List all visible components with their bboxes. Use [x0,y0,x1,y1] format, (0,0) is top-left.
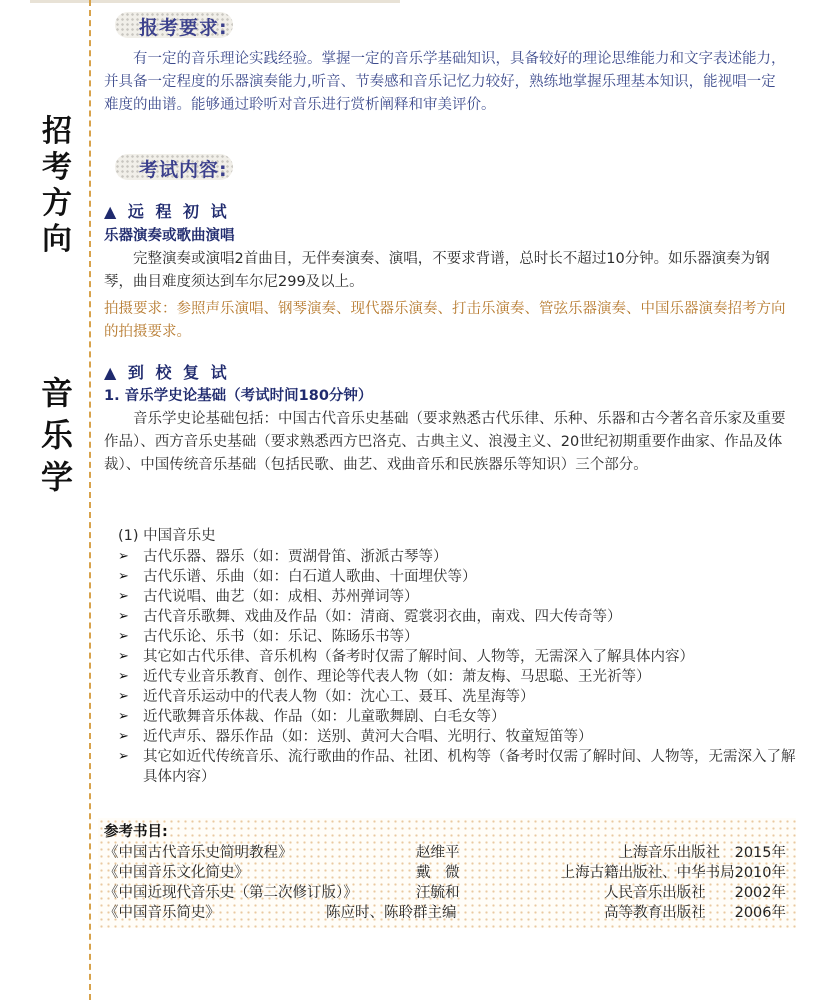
ref-book: 《中国近现代音乐史（第二次修订版）》 [104,885,358,901]
content-title: 考试内容: [139,159,228,181]
list-item: ➢ 近代歌舞音乐体裁、作品（如：儿童歌舞剧、白毛女等） [118,709,506,725]
ref-author: 赵维平 [416,845,460,861]
requirements-header [105,8,315,42]
ref-publisher: 上海音乐出版社 2015年 [618,845,786,861]
ref-book: 《中国音乐简史》 [104,905,220,921]
arrow-bullet-icon: ➢ [118,569,129,584]
list-item: ➢ 其它如古代乐律、音乐机构（备考时仅需了解时间、人物等，无需深入了解具体内容） [118,649,694,665]
list-item: ➢ 古代乐器、器乐（如：贾湖骨笛、浙派古琴等） [118,549,448,565]
arrow-bullet-icon: ➢ [118,629,129,644]
ref-author: 汪毓和 [416,885,460,901]
arrow-bullet-icon: ➢ [118,689,129,704]
onsite-heading: ▲ 到 校 复 试 [104,363,230,382]
top-rule [30,0,400,3]
ref-publisher: 上海古籍出版社、中华书局2010年 [560,865,786,881]
arrow-bullet-icon: ➢ [118,649,129,664]
reference-row [104,901,792,921]
onsite-subhead: 1. 音乐学史论基础（考试时间180分钟） [104,388,373,404]
arrow-bullet-icon: ➢ [118,549,129,564]
major-side-label: 音 乐 学 [40,374,73,496]
remote-heading: ▲ 远 程 初 试 [104,202,230,221]
onsite-text: 音乐学史论基础包括：中国古代音乐史基础（要求熟悉古代乐律、乐种、乐器和古今著名音乐家及重要作品）、西方音乐史基础（要求熟悉西方巴洛克、古典主义、浪漫主义、20世纪初期重要作曲家、作品及体裁）、中国传统音乐基础（包括民歌、曲艺、戏曲音乐和民族器乐等知识）三个部分。 [104,411,786,473]
arrow-bullet-icon: ➢ [118,729,129,744]
ref-publisher: 高等教育出版社 2006年 [604,905,786,921]
reference-row [104,861,792,881]
filming-requirements: 拍摄要求：参照声乐演唱、钢琴演奏、现代器乐演奏、打击乐演奏、管弦乐器演奏、中国乐器演奏招考方向的拍摄要求。 [104,301,786,340]
reference-books-panel [98,818,796,928]
reference-row [104,841,792,861]
list-item: ➢ 古代乐谱、乐曲（如：白石道人歌曲、十面埋伏等） [118,569,477,585]
list-item: ➢ 其它如近代传统音乐、流行歌曲的作品、社团、机构等（备考时仅需了解时间、人物等，无需深入了解具体内容） [118,749,796,785]
ref-author: 陈应时、陈聆群主编 [326,905,457,921]
remote-text: 完整演奏或演唱2首曲目，无伴奏演奏、演唱，不要求背谱，总时长不超过10分钟。如乐器演奏为钢琴，曲目难度须达到车尔尼299及以上。 [104,251,770,290]
requirements-text: 有一定的音乐理论实践经验。掌握一定的音乐学基础知识，具备较好的理论思维能力和文字表述能力，并具备一定程度的乐器演奏能力,听音、节奏感和音乐记忆力较好，熟练地掌握乐理基本知识，能视唱一定难度的曲谱。能够通过聆听对音乐进行赏析阐释和审美评价。 [104,51,786,113]
arrow-bullet-icon: ➢ [118,749,129,764]
list-item: ➢ 近代专业音乐教育、创作、理论等代表人物（如：萧友梅、马思聪、王光祈等） [118,669,651,685]
list-item: ➢ 古代音乐歌舞、戏曲及作品（如：清商、霓裳羽衣曲，南戏、四大传奇等） [118,609,622,625]
content-header [105,150,315,184]
list-item: ➢ 近代音乐运动中的代表人物（如：沈心工、聂耳、冼星海等） [118,689,535,705]
arrow-bullet-icon: ➢ [118,669,129,684]
list-item: ➢ 古代乐论、乐书（如：乐记、陈旸乐书等） [118,629,419,645]
ref-book: 《中国古代音乐史简明教程》 [104,845,293,861]
history-topic-list [118,547,798,787]
ref-book: 《中国音乐文化简史》 [104,865,249,881]
ref-author: 戴 微 [416,865,460,881]
list-title: (1) 中国音乐史 [118,528,216,544]
direction-side-label: 招 考 方 向 [42,114,72,257]
arrow-bullet-icon: ➢ [118,609,129,624]
reference-row [104,881,792,901]
arrow-bullet-icon: ➢ [118,709,129,724]
requirements-title: 报考要求: [139,17,228,39]
ref-publisher: 人民音乐出版社 2002年 [604,885,786,901]
remote-subhead: 乐器演奏或歌曲演唱 [104,228,235,244]
arrow-bullet-icon: ➢ [118,589,129,604]
dashed-divider [89,0,91,1000]
references-title: 参考书目: [104,824,168,840]
list-item: ➢ 古代说唱、曲艺（如：成相、苏州弹词等） [118,589,419,605]
list-item: ➢ 近代声乐、器乐作品（如：送别、黄河大合唱、光明行、牧童短笛等） [118,729,593,745]
